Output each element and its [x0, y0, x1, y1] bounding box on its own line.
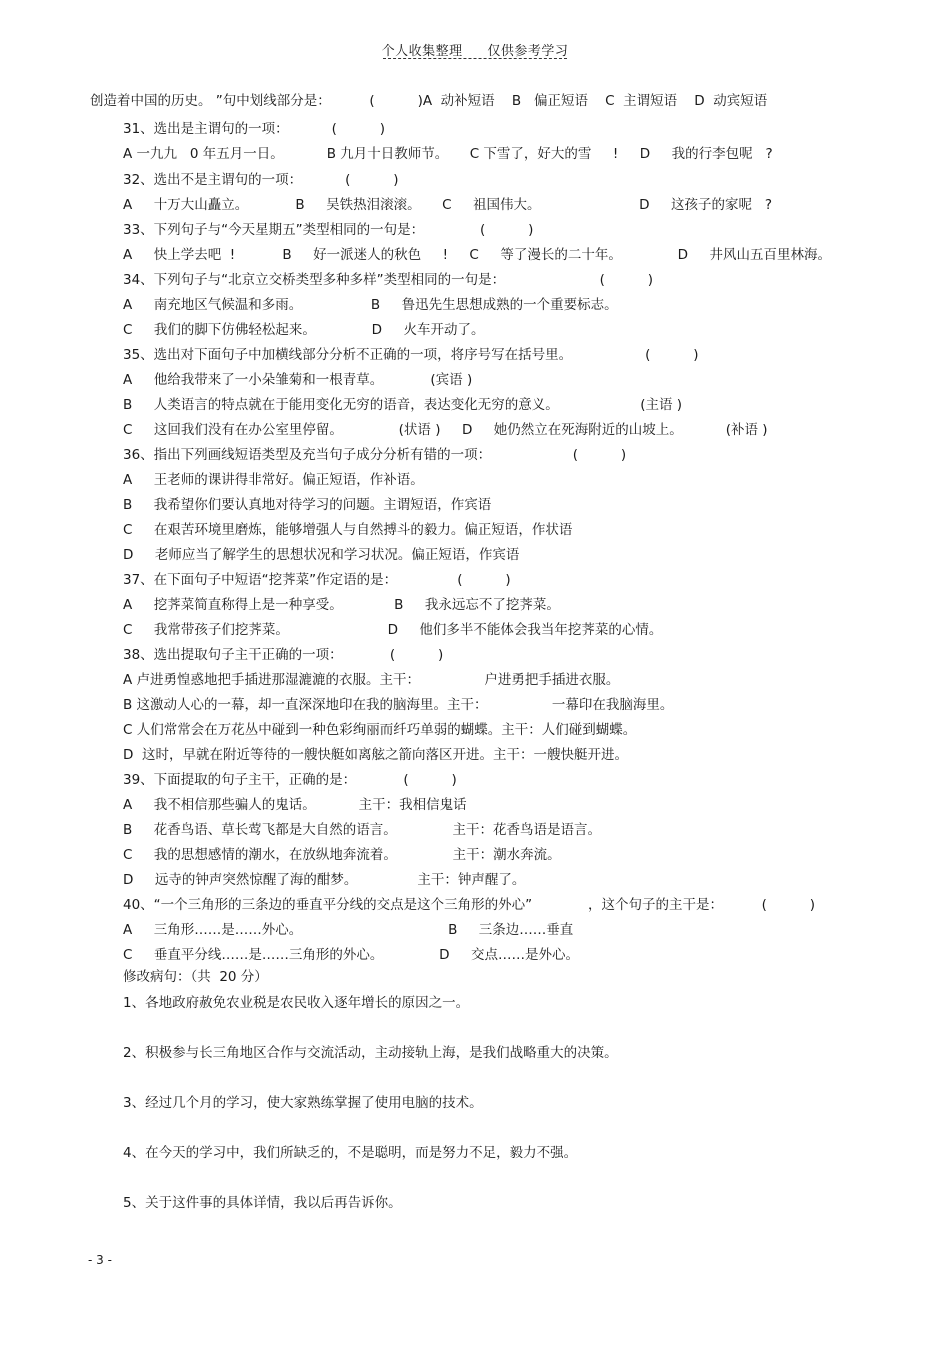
text-line: C 这回我们没有在办公室里停留。 (状语 ) D 她仍然立在死海附近的山坡上。 (补语 ) — [123, 422, 768, 438]
page-header — [0, 40, 950, 59]
text-line: 2、积极参与长三角地区合作与交流活动，主动接轨上海，是我们战略重大的决策。 — [123, 1045, 618, 1061]
text-line: C 我们的脚下仿佛轻松起来。 D 火车开动了。 — [123, 322, 485, 338]
text-line: 创造着中国的历史。 ”句中划线部分是： ( )A 动补短语 B 偏正短语 C 主谓短语 D 动宾短语 — [90, 93, 768, 109]
text-line: 35、选出对下面句子中加横线部分分析不正确的一项，将序号写在括号里。 ( ) — [123, 347, 699, 363]
text-line: A 挖荠菜简直称得上是一种享受。 B 我永远忘不了挖荠菜。 — [123, 597, 560, 613]
text-line: 33、下列句子与“今天星期五”类型相同的一句是： ( ) — [123, 222, 534, 238]
text-line: 3、经过几个月的学习，使大家熟练掌握了使用电脑的技术。 — [123, 1095, 483, 1111]
text-line: 37、在下面句子中短语“挖荠菜”作定语的是： ( ) — [123, 572, 511, 588]
text-line: 1、各地政府赦免农业税是农民收入逐年增长的原因之一。 — [123, 995, 470, 1011]
text-line: C 在艰苦环境里磨炼，能够增强人与自然搏斗的毅力。偏正短语，作状语 — [123, 522, 573, 538]
text-line: D 这时，早就在附近等待的一艘快艇如离舷之箭向落区开进。主干：一艘快艇开进。 — [123, 747, 628, 763]
text-line: A 他给我带来了一小朵雏菊和一根青草。 (宾语 ) — [123, 372, 473, 388]
text-line: B 人类语言的特点就在于能用变化无穷的语音，表达变化无穷的意义。 (主语 ) — [123, 397, 683, 413]
text-line: 34、下列句子与“北京立交桥类型多种多样”类型相同的一句是： ( ) — [123, 272, 654, 288]
header-rule — [383, 58, 567, 59]
text-line: 36、指出下列画线短语类型及充当句子成分分析有错的一项： ( ) — [123, 447, 627, 463]
text-line: A 南充地区气候温和多雨。 B 鲁迅先生思想成熟的一个重要标志。 — [123, 297, 618, 313]
text-line: 40、“一个三角形的三条边的垂直平分线的交点是这个三角形的外心” ，这个句子的主干是： ( ) — [123, 897, 816, 913]
text-line: A 十万大山矗立。 B 吴铁热泪滚滚。 C 祖国伟大。 D 这孩子的家呢 ? — [123, 197, 773, 213]
text-line: C 我的思想感情的潮水，在放纵地奔流着。 主干：潮水奔流。 — [123, 847, 561, 863]
text-line: 4、在今天的学习中，我们所缺乏的，不是聪明，而是努力不足，毅力不强。 — [123, 1145, 578, 1161]
text-line: C 我常带孩子们挖荠菜。 D 他们多半不能体会我当年挖荠菜的心情。 — [123, 622, 663, 638]
text-line: A 我不相信那些骗人的鬼话。 主干：我相信鬼话 — [123, 797, 467, 813]
text-line: 39、下面提取的句子主干，正确的是： ( ) — [123, 772, 457, 788]
text-line: 32、选出不是主谓句的一项： ( ) — [123, 172, 399, 188]
header-left: 个人收集整理 — [381, 44, 463, 59]
header-right: 仅供参考学习 — [487, 44, 569, 59]
text-line: 5、关于这件事的具体详情，我以后再告诉你。 — [123, 1195, 402, 1211]
text-line: A 卢进勇惶惑地把手插进那湿漉漉的衣服。主干： 户进勇把手插进衣服。 — [123, 672, 620, 688]
text-line: B 我希望你们要认真地对待学习的问题。主谓短语，作宾语 — [123, 497, 492, 513]
text-line: D 老师应当了解学生的思想状况和学习状况。偏正短语，作宾语 — [123, 547, 520, 563]
text-line: A 一九九 0 年五月一日。 B 九月十日教师节。 C 下雪了，好大的雪 ! D 我的行李包呢 ? — [123, 146, 773, 162]
text-line: 修改病句：（共 20 分） — [123, 969, 268, 985]
text-line: 31、选出是主谓句的一项： ( ) — [123, 121, 386, 137]
text-line: 38、选出提取句子主干正确的一项： ( ) — [123, 647, 444, 663]
text-line: B 这激动人心的一幕，却一直深深地印在我的脑海里。主干： 一幕印在我脑海里。 — [123, 697, 674, 713]
text-line: A 王老师的课讲得非常好。偏正短语，作补语。 — [123, 472, 424, 488]
text-line: D 远寺的钟声突然惊醒了海的酣梦。 主干：钟声醒了。 — [123, 872, 526, 888]
page-number: - 3 - — [88, 1253, 112, 1267]
text-line: C 垂直平分线……是……三角形的外心。 D 交点……是外心。 — [123, 947, 580, 963]
text-line: A 三角形……是……外心。 B 三条边……垂直 — [123, 922, 574, 938]
text-line: C 人们常常会在万花丛中碰到一种色彩绚丽而纤巧单弱的蝴蝶。主干：人们碰到蝴蝶。 — [123, 722, 637, 738]
text-line: A 快上学去吧 ! B 好一派迷人的秋色 ! C 等了漫长的二十年。 D 井风山五百里林海。 — [123, 247, 831, 263]
text-line: B 花香鸟语、草长莺飞都是大自然的语言。 主干：花香鸟语是语言。 — [123, 822, 602, 838]
